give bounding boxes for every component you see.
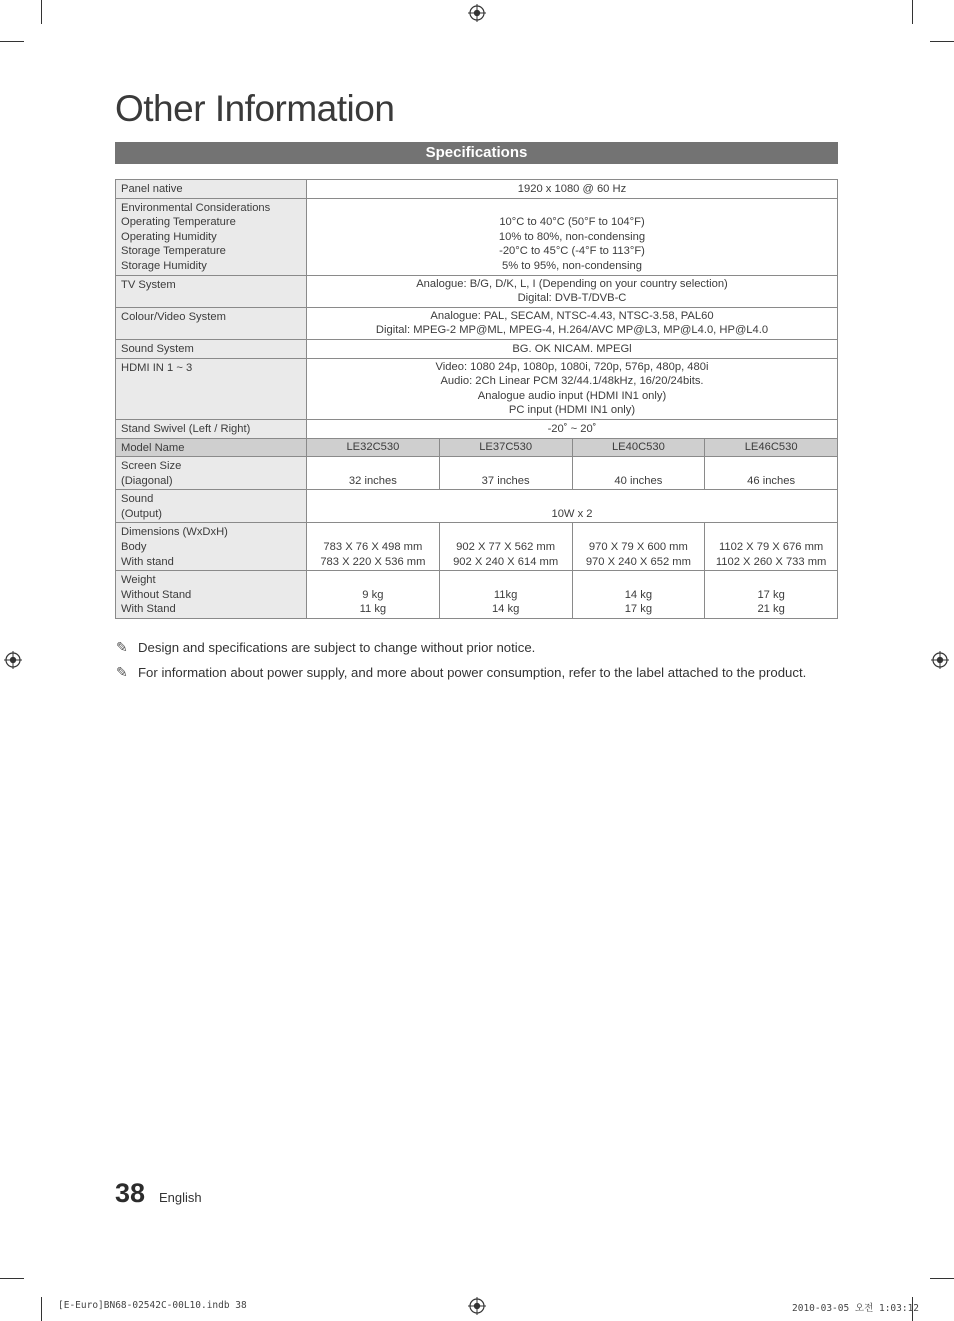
model-name: LE37C530	[439, 438, 572, 457]
note-text: For information about power supply, and more about power consumption, refer to the label attached to the product.	[138, 665, 807, 680]
row-value: 17 kg 21 kg	[705, 571, 838, 619]
table-row	[116, 490, 838, 523]
row-value: 46 inches	[705, 457, 838, 490]
row-label: HDMI IN 1 ~ 3	[116, 358, 307, 419]
row-value: Video: 1080 24p, 1080p, 1080i, 720p, 576p, 480p, 480i Audio: 2Ch Linear PCM 32/44.1/48kHz, 16/20/24bits. Analogue audio input (HDMI IN1 only) PC input (HDMI IN1 only)	[307, 358, 838, 419]
row-label: Panel native	[116, 180, 307, 199]
row-label: Screen Size (Diagonal)	[116, 457, 307, 490]
table-row	[116, 180, 838, 199]
footer-timestamp: 2010-03-05 오전 1:03:12	[792, 1303, 920, 1314]
row-value: 1920 x 1080 @ 60 Hz	[307, 180, 838, 199]
spec-table	[115, 179, 838, 619]
row-value: 11kg 14 kg	[439, 571, 572, 619]
row-label: Dimensions (WxDxH) Body With stand	[116, 523, 307, 571]
row-value: 10W x 2	[307, 490, 838, 523]
row-label: Stand Swivel (Left / Right)	[116, 419, 307, 438]
pencil-icon: ✎	[116, 639, 128, 655]
row-value: 40 inches	[572, 457, 705, 490]
registration-mark-icon	[4, 651, 22, 669]
pencil-icon: ✎	[116, 664, 128, 680]
row-label: Model Name	[116, 438, 307, 457]
model-header-row	[116, 438, 838, 457]
row-label: Sound System	[116, 339, 307, 358]
row-value: 10°C to 40°C (50°F to 104°F) 10% to 80%, non-condensing -20°C to 45°C (-4°F to 113°F) 5% to 95%, non-condensing	[307, 198, 838, 275]
row-label: Sound (Output)	[116, 490, 307, 523]
table-row	[116, 198, 838, 275]
table-row	[116, 339, 838, 358]
table-row	[116, 523, 838, 571]
spec-table-body	[116, 180, 838, 619]
row-value: 1102 X 79 X 676 mm 1102 X 260 X 733 mm	[705, 523, 838, 571]
row-value: 902 X 77 X 562 mm 902 X 240 X 614 mm	[439, 523, 572, 571]
row-label: Weight Without Stand With Stand	[116, 571, 307, 619]
table-row	[116, 419, 838, 438]
crop-mark	[930, 41, 954, 42]
crop-mark	[41, 0, 42, 24]
note-item	[116, 639, 535, 656]
table-row	[116, 275, 838, 307]
footer-file: [E-Euro]BN68-02542C-00L10.indb 38	[58, 1300, 247, 1311]
crop-mark	[0, 1278, 24, 1279]
row-value: BG. OK NICAM. MPEGl	[307, 339, 838, 358]
row-label: Colour/Video System	[116, 307, 307, 339]
row-label: TV System	[116, 275, 307, 307]
row-value: -20˚ ~ 20˚	[307, 419, 838, 438]
page-language: English	[159, 1190, 202, 1205]
row-label: Environmental Considerations Operating Temperature Operating Humidity Storage Temperature Storage Humidity	[116, 198, 307, 275]
model-name: LE40C530	[572, 438, 705, 457]
page-title: Other Information	[115, 88, 395, 129]
crop-mark	[912, 0, 913, 24]
row-value: 37 inches	[439, 457, 572, 490]
registration-mark-icon	[931, 651, 949, 669]
crop-mark	[0, 41, 24, 42]
row-value: 32 inches	[307, 457, 440, 490]
crop-mark	[930, 1278, 954, 1279]
table-row	[116, 457, 838, 490]
row-value: 970 X 79 X 600 mm 970 X 240 X 652 mm	[572, 523, 705, 571]
registration-mark-icon	[468, 1297, 486, 1315]
table-row	[116, 358, 838, 419]
crop-mark	[41, 1297, 42, 1321]
row-value: Analogue: PAL, SECAM, NTSC-4.43, NTSC-3.58, PAL60 Digital: MPEG-2 MP@ML, MPEG-4, H.264/AVC MP@L3, MP@L4.0, HP@L4.0	[307, 307, 838, 339]
note-item	[116, 664, 806, 681]
table-row	[116, 307, 838, 339]
row-value: 9 kg 11 kg	[307, 571, 440, 619]
section-title: Specifications	[115, 142, 838, 164]
table-row	[116, 571, 838, 619]
registration-mark-icon	[468, 4, 486, 22]
model-name: LE46C530	[705, 438, 838, 457]
page-number: 38	[115, 1178, 146, 1208]
row-value: Analogue: B/G, D/K, L, I (Depending on your country selection) Digital: DVB-T/DVB-C	[307, 275, 838, 307]
note-text: Design and specifications are subject to change without prior notice.	[138, 640, 536, 655]
row-value: 783 X 76 X 498 mm 783 X 220 X 536 mm	[307, 523, 440, 571]
row-value: 14 kg 17 kg	[572, 571, 705, 619]
model-name: LE32C530	[307, 438, 440, 457]
